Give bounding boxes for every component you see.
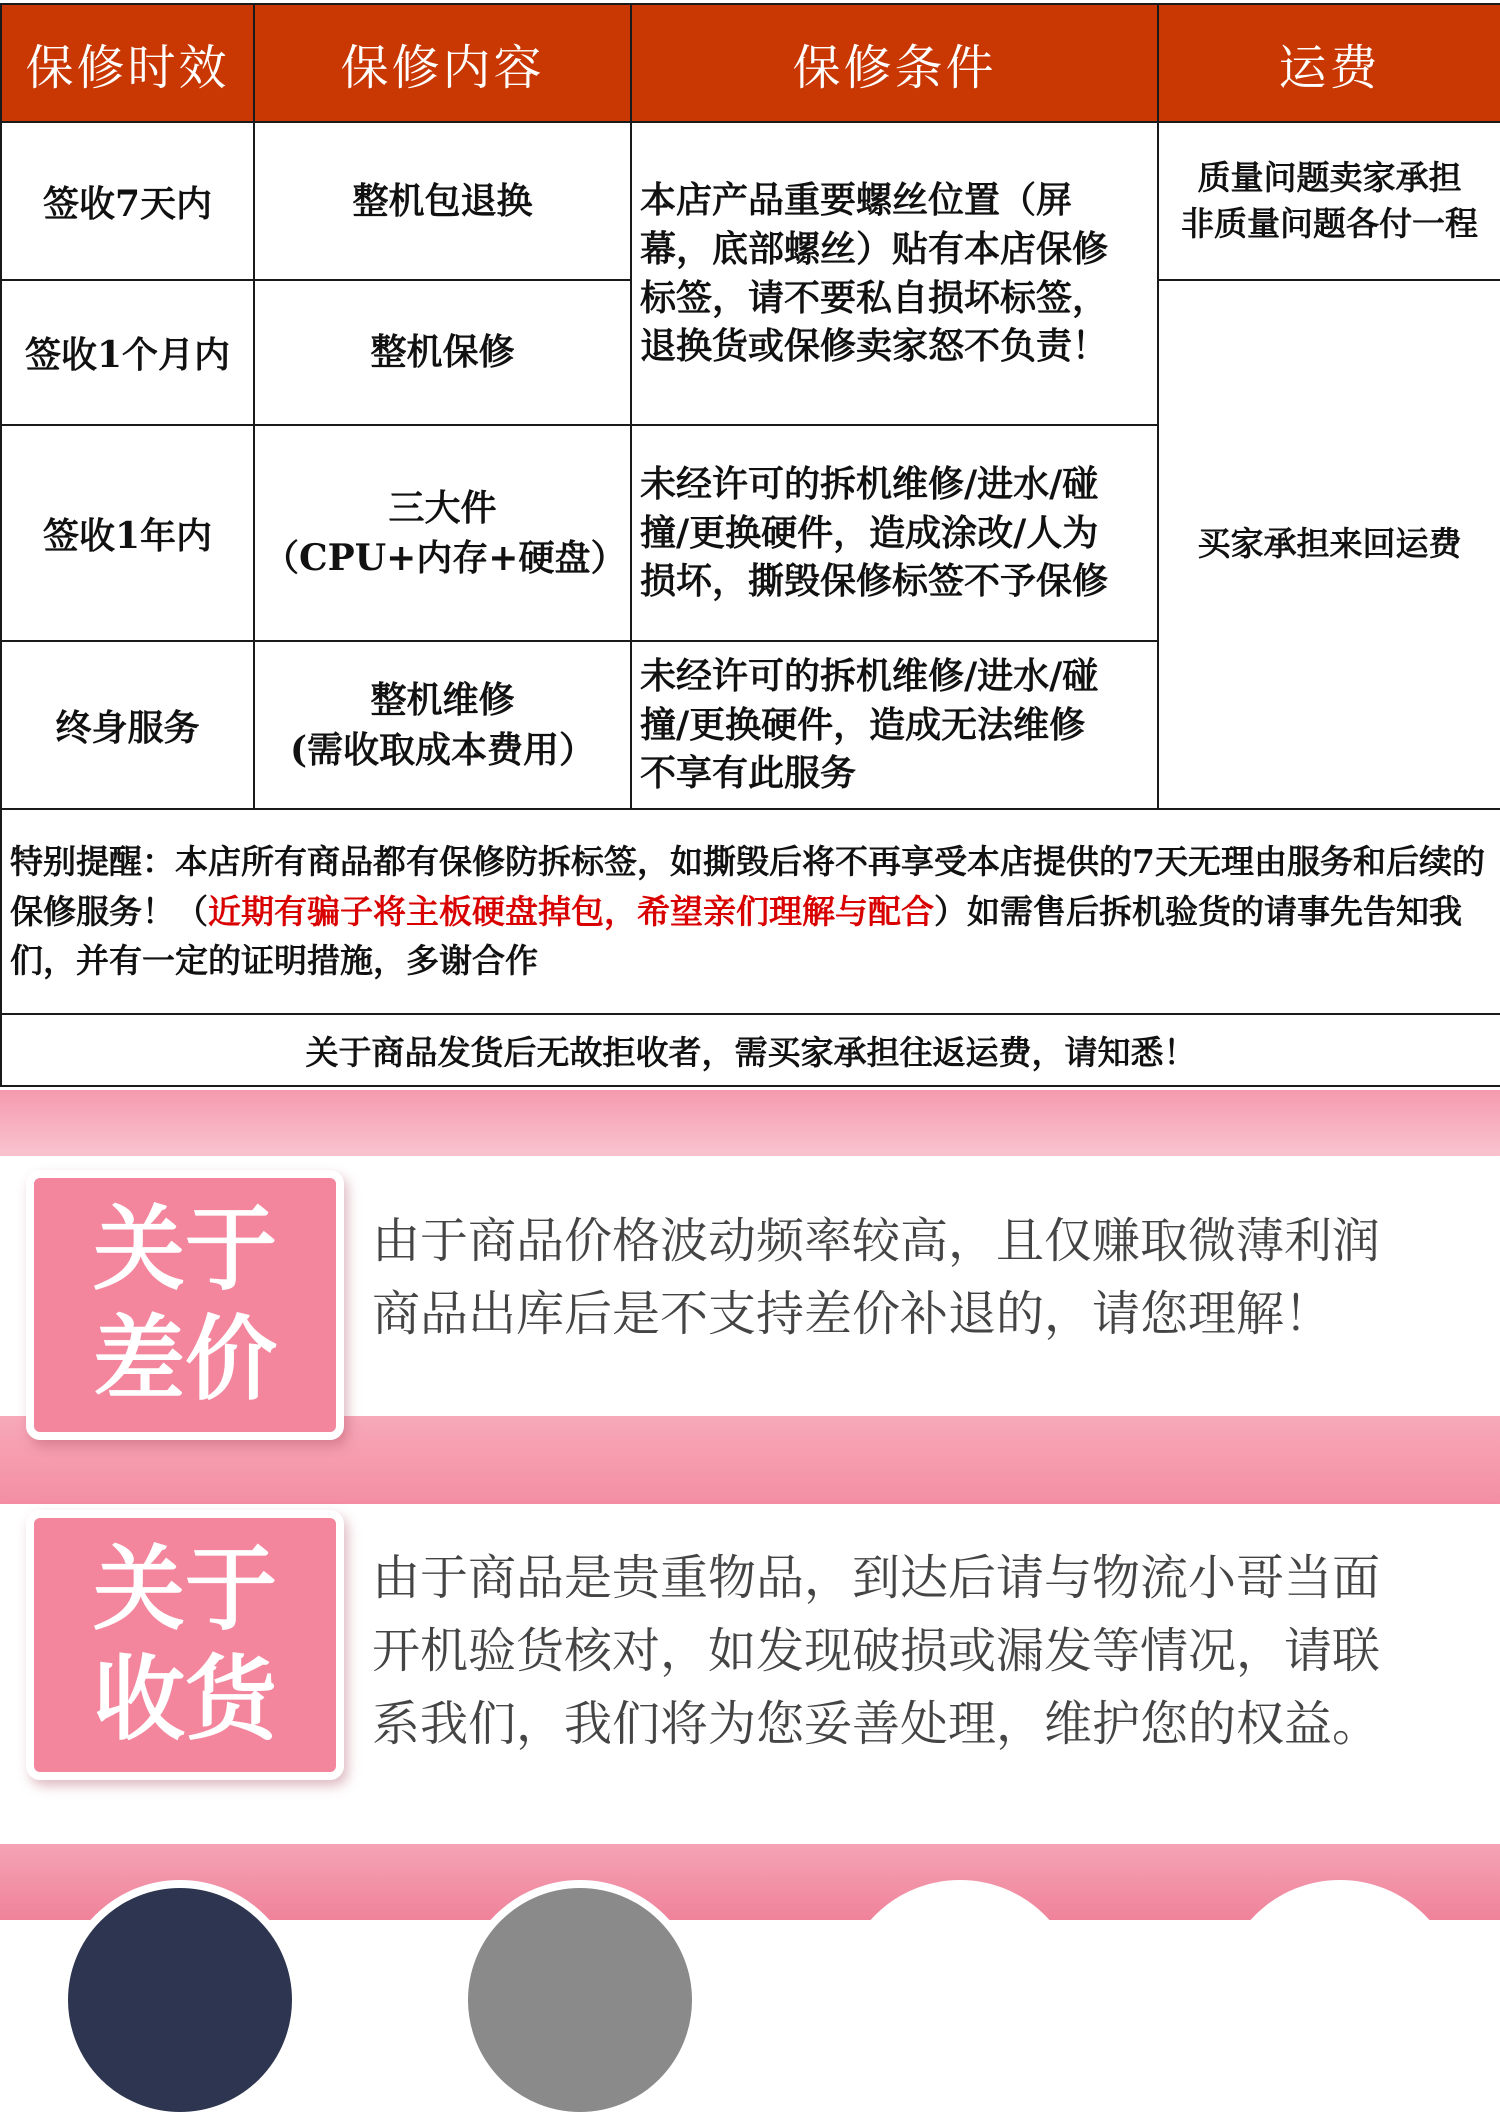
header-condition: 保修条件	[631, 4, 1158, 122]
badge-circle	[1220, 1880, 1460, 2120]
receipt-tag	[26, 1510, 344, 1780]
content-line: 三大件	[388, 486, 497, 529]
text-line: 商品出库后是不支持差价补退的，请您理解！	[372, 1285, 1333, 1342]
period-cell: 签收1年内	[1, 425, 254, 641]
condition-line: 撞/更换硬件，造成无法维修	[640, 703, 1086, 746]
content-line: （CPU+内存+硬盘）	[263, 537, 627, 579]
header-period: 保修时效	[1, 4, 254, 122]
text-line: 开机验货核对，如发现破损或漏发等情况，请联	[372, 1622, 1381, 1679]
refusal-footnote: 关于商品发货后无故拒收者，需买家承担往返运费，请知悉！	[1, 1014, 1500, 1086]
condition-line: 退换货或保修卖家怒不负责！	[640, 325, 1109, 368]
notice-text: 特别提醒：本店所有商品都有保修防拆标签，如撕毁后将不再享受本店提供的7天无理由服务和后续的保修服务！（	[10, 842, 1485, 931]
condition-cell	[631, 122, 1158, 425]
table-header-row	[1, 4, 1500, 122]
badge-circle	[60, 1880, 300, 2120]
condition-cell	[631, 641, 1158, 809]
header-content: 保修内容	[254, 4, 631, 122]
price-tag	[26, 1170, 344, 1440]
condition-line: 本店产品重要螺丝位置（屏	[640, 178, 1073, 221]
content-cell	[254, 641, 631, 809]
tag-line: 收货	[92, 1646, 277, 1753]
condition-line: 未经许可的拆机维修/进水/碰	[640, 462, 1099, 505]
period-cell: 签收1个月内	[1, 280, 254, 425]
shipping-line: 非质量问题各付一程	[1181, 204, 1478, 243]
header-shipping: 运费	[1158, 4, 1500, 122]
condition-cell	[631, 425, 1158, 641]
promo-section	[0, 1090, 1500, 1920]
content-cell: 整机包退换	[254, 122, 631, 280]
tag-line: 差价	[92, 1306, 277, 1413]
table-row	[1, 122, 1500, 280]
tag-line: 关于	[92, 1195, 277, 1303]
tag-line: 关于	[92, 1535, 277, 1643]
condition-line: 标签，请不要私自损坏标签，	[640, 276, 1109, 319]
condition-line: 撞/更换硬件，造成涂改/人为	[640, 511, 1099, 554]
period-cell: 终身服务	[1, 641, 254, 809]
special-notice	[1, 809, 1500, 1014]
content-line: (需收取成本费用）	[289, 729, 596, 771]
text-line: 由于商品价格波动频率较高，且仅赚取微薄利润	[372, 1213, 1381, 1269]
notice-row	[1, 809, 1500, 1014]
warranty-table	[0, 3, 1500, 1087]
footnote-row	[1, 1014, 1500, 1086]
content-cell	[254, 425, 631, 641]
receipt-text	[372, 1542, 1482, 1761]
badge-circle	[840, 1880, 1080, 2120]
period-cell: 签收7天内	[1, 122, 254, 280]
shipping-cell: 买家承担来回运费	[1158, 280, 1500, 809]
price-text	[372, 1205, 1482, 1351]
condition-line: 幕，底部螺丝）贴有本店保修	[640, 227, 1109, 270]
shipping-line: 质量问题卖家承担	[1197, 157, 1462, 197]
text-line: 系我们，我们将为您妥善处理，维护您的权益。	[372, 1695, 1381, 1752]
badge-circle	[460, 1880, 700, 2120]
condition-line: 未经许可的拆机维修/进水/碰	[640, 654, 1099, 697]
content-cell: 整机保修	[254, 280, 631, 425]
condition-line: 损坏，撕毁保修标签不予保修	[640, 560, 1109, 603]
text-line: 由于商品是贵重物品，到达后请与物流小哥当面	[372, 1550, 1381, 1606]
notice-warning: 近期有骗子将主板硬盘掉包，希望亲们理解与配合	[208, 891, 934, 931]
shipping-cell	[1158, 122, 1500, 280]
condition-line: 不享有此服务	[640, 752, 857, 795]
notice-text-end: ）如需售后拆机验货的请事先告知我们，并有一定的证明措施，多谢合作	[10, 891, 1462, 981]
content-line: 整机维修	[370, 678, 515, 721]
